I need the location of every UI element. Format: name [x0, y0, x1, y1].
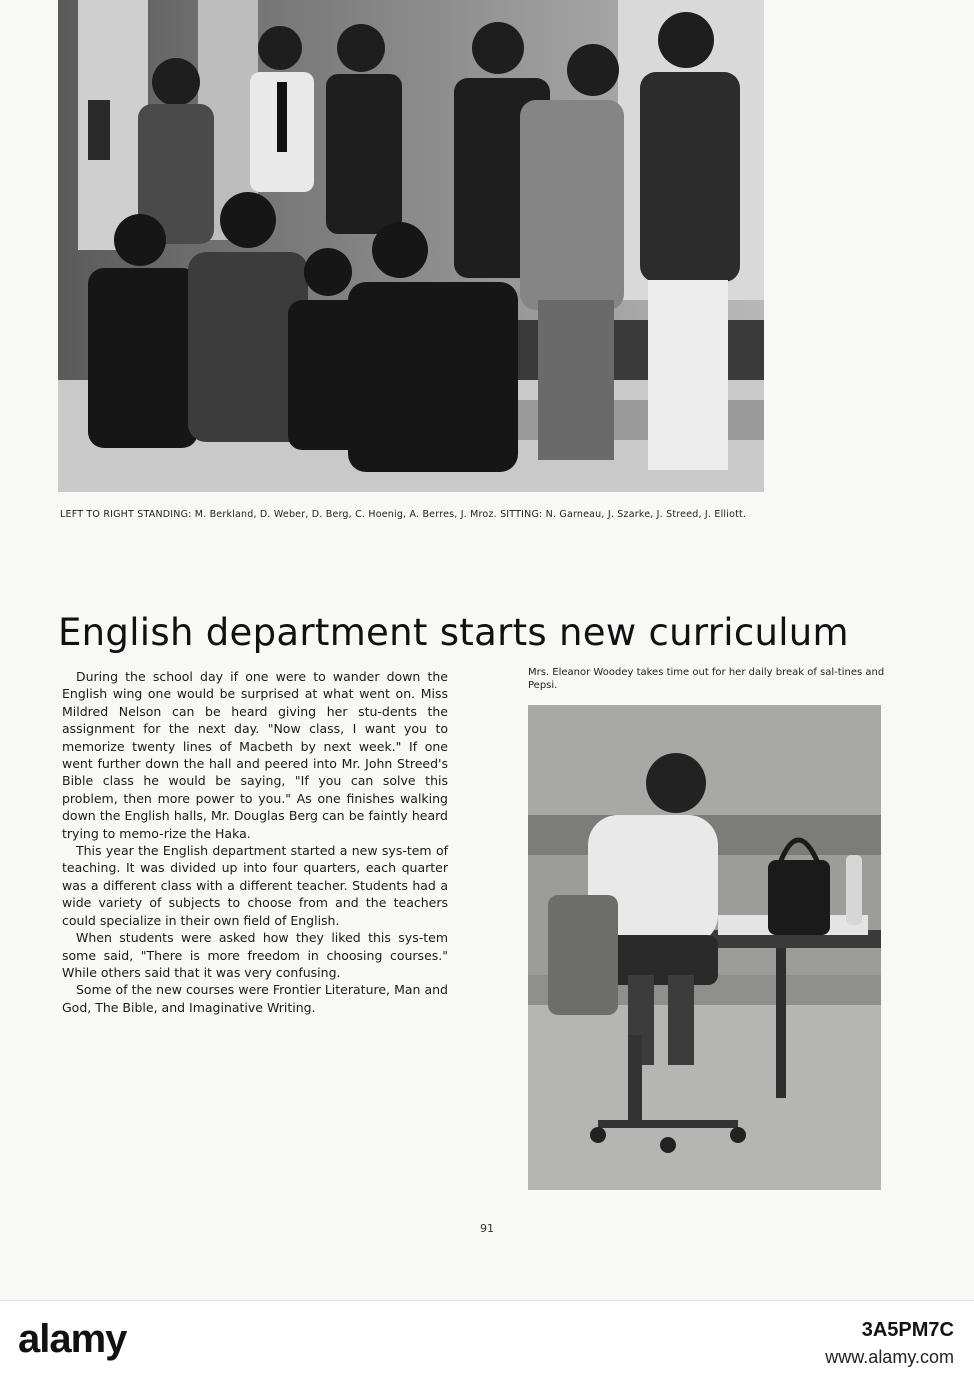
teacher-photo-caption: Mrs. Eleanor Woodey takes time out for her daily break of sal-tines and Pepsi. — [528, 667, 885, 691]
article-headline: English department starts new curriculum — [58, 610, 849, 654]
article-paragraph: When students were asked how they liked this sys-tem some said, "There is more freedom in choosing courses." While others said that it was very confusing. — [62, 930, 448, 980]
article-paragraph: Some of the new courses were Frontier Literature, Man and God, The Bible, and Imaginative Writing. — [62, 982, 448, 1015]
article-paragraph: This year the English department started a new sys-tem of teaching. It was divided up into four quarters, each quarter was a different class with a different teacher. Students had a wide variety of subjects to choose from and the teachers could specialize in their own field of English. — [62, 843, 448, 928]
stock-logo: alamy — [18, 1317, 127, 1361]
faculty-group-photo — [58, 0, 764, 492]
stock-url: www.alamy.com — [825, 1347, 954, 1367]
watermark-footer — [0, 1300, 974, 1391]
article-paragraph: During the school day if one were to wander down the English wing one would be surprised at what went on. Miss Mildred Nelson can be heard giving her stu-dents the assignment for the next day. "Now class, I want you to memorize twenty lines of Macbeth by next week." If one went further down the hall and peered into Mr. John Streed's Bible class he would be saying, "If you can solve this problem, then more power to you." As one finishes walking down the English halls, Mr. Douglas Berg can be faintly heard trying to memo-rize the Haka. — [62, 669, 448, 841]
page-number: 91 — [480, 1222, 494, 1235]
article-body — [62, 668, 448, 1016]
image-id: 3A5PM7C — [861, 1319, 954, 1341]
teacher-at-desk-photo — [528, 705, 881, 1190]
group-photo-caption: LEFT TO RIGHT STANDING: M. Berkland, D. Weber, D. Berg, C. Hoenig, A. Berres, J. Mroz. SITTING: N. Garneau, J. Szarke, J. Streed, J. Elliott. — [60, 509, 747, 520]
